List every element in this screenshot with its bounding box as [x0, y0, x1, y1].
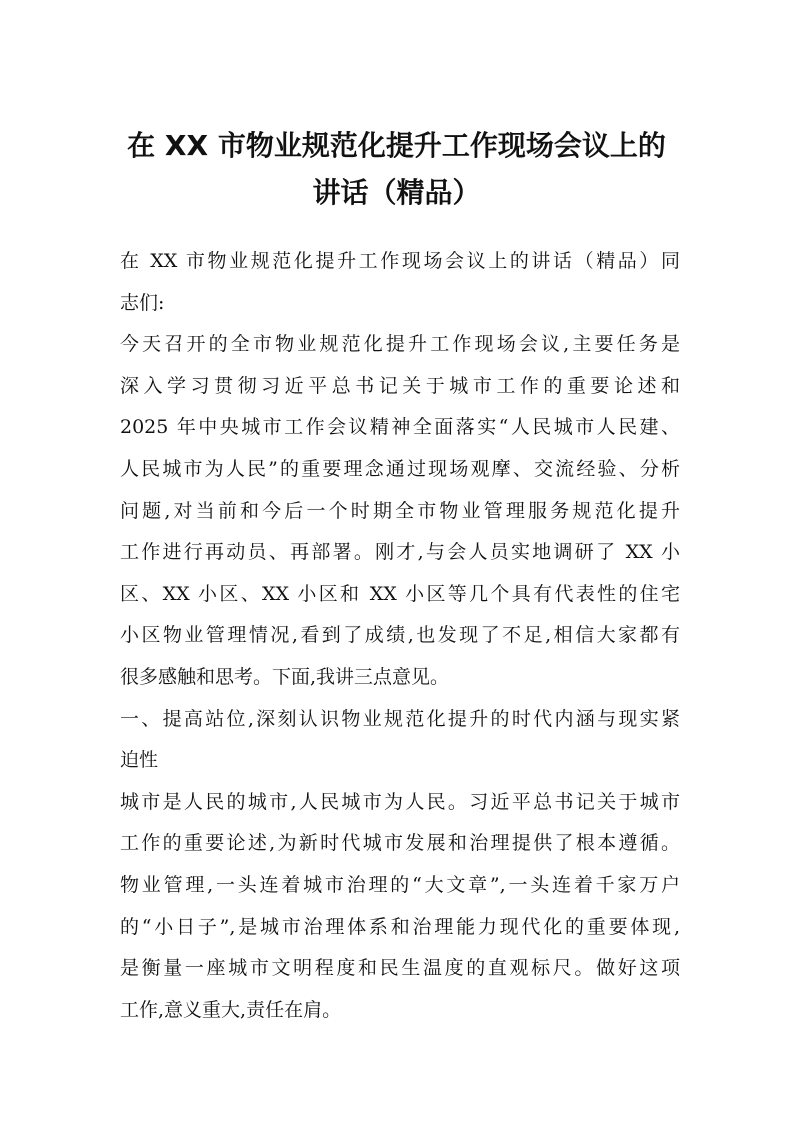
document-body — [120, 241, 680, 1031]
body-text-line: 的“小日子”,是城市治理体系和治理能力现代化的重要体现, — [120, 915, 680, 938]
body-text-line: 问题,对当前和今后一个时期全市物业管理服务规范化提升 — [120, 499, 680, 522]
body-text-line: 物业管理,一头连着城市治理的“大文章”,一头连着千家万户 — [120, 873, 680, 896]
body-text-line: 2025 年中央城市工作会议精神全面落实“人民城市人民建、 — [120, 416, 680, 439]
body-text-line: 工作,意义重大,责任在肩。 — [120, 998, 342, 1021]
document-title — [100, 122, 693, 216]
body-text-line: 在 XX 市物业规范化提升工作现场会议上的讲话（精品）同 — [120, 250, 680, 272]
body-text-line: 深入学习贯彻习近平总书记关于城市工作的重要论述和 — [120, 374, 680, 397]
body-text-line: 工作进行再动员、再部署。刚才,与会人员实地调研了 XX 小 — [120, 541, 680, 564]
body-text-line: 志们: — [120, 291, 165, 314]
title-line-2: 讲话（精品） — [312, 176, 481, 209]
body-text-line: 很多感触和思考。下面,我讲三点意见。 — [120, 665, 450, 688]
body-text-line: 小区物业管理情况,看到了成绩,也发现了不足,相信大家都有 — [120, 624, 680, 647]
body-text-line: 一、提高站位,深刻认识物业规范化提升的时代内涵与现实紧 — [120, 707, 680, 730]
body-text-line: 是衡量一座城市文明程度和民生温度的直观标尺。做好这项 — [120, 957, 680, 980]
title-line-1: 在 XX 市物业规范化提升工作现场会议上的 — [127, 129, 666, 162]
body-text-line: 迫性 — [120, 749, 159, 772]
body-text-line: 城市是人民的城市,人民城市为人民。习近平总书记关于城市 — [120, 790, 680, 813]
body-text-line: 今天召开的全市物业规范化提升工作现场会议,主要任务是 — [120, 333, 680, 356]
body-text-line: 区、XX 小区、XX 小区和 XX 小区等几个具有代表性的住宅 — [120, 582, 680, 605]
body-text-line: 工作的重要论述,为新时代城市发展和治理提供了根本遵循。 — [120, 832, 680, 855]
body-text-line: 人民城市为人民”的重要理念通过现场观摩、交流经验、分析 — [120, 457, 680, 480]
